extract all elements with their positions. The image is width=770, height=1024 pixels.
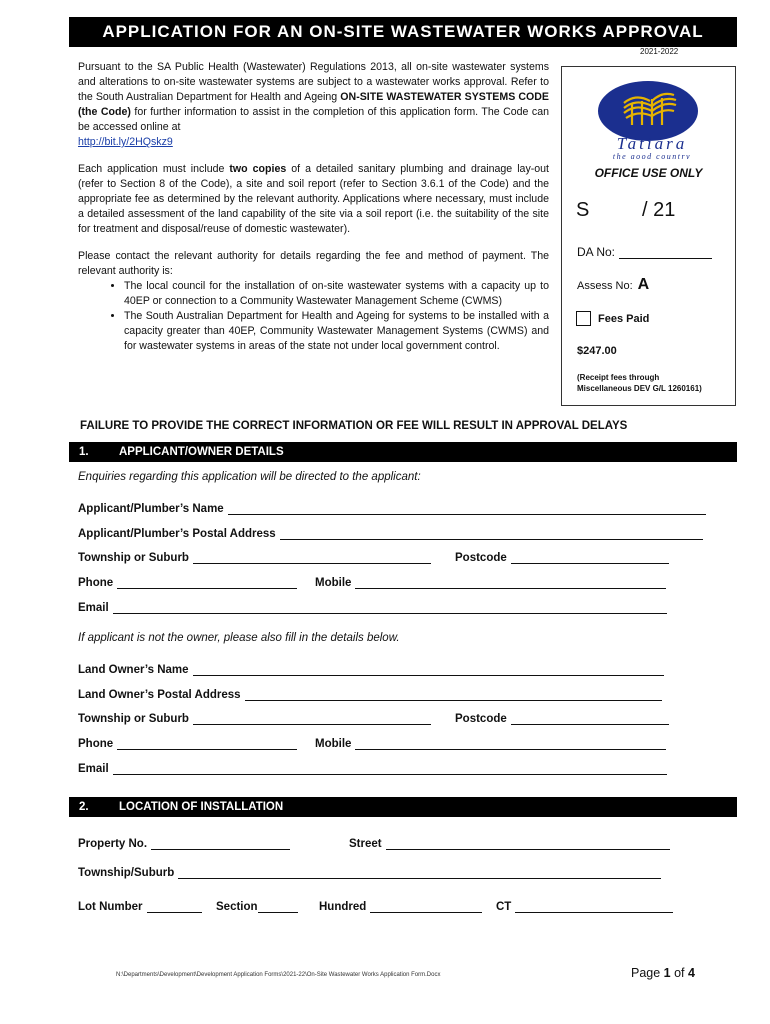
file-path: N:\Departments\Development\Development Application Forms\2021-22\On-Site Wastewater Works Application Form.Docx: [116, 972, 441, 978]
owner-phone-input[interactable]: [117, 735, 297, 750]
applicant-mobile-label: Mobile: [315, 577, 352, 589]
owner-postcode-row: [455, 710, 669, 725]
owner-phone-row: [78, 735, 297, 750]
receipt-note-line1: (Receipt fees through: [577, 373, 660, 382]
s-number-year: / 21: [642, 199, 676, 221]
intro-p3: Please contact the relevant authority for details regarding the fee and method of payment. The relevant authority is:: [78, 250, 549, 277]
property-number-label: Property No.: [78, 838, 148, 850]
location-township-input[interactable]: [178, 864, 661, 879]
section-row: [216, 898, 298, 913]
section2-header: [69, 797, 737, 817]
hundred-row: [319, 898, 482, 913]
owner-name-input[interactable]: [193, 661, 664, 676]
location-township-label: Township/Suburb: [78, 867, 175, 879]
applicant-postal-row: [78, 525, 703, 540]
section1-header: [69, 442, 737, 462]
da-label: DA No:: [577, 245, 616, 259]
logo-name: Tatiara: [616, 134, 688, 153]
applicant-phone-row: [78, 574, 297, 589]
authority-list: [78, 279, 549, 354]
applicant-name-input[interactable]: [228, 500, 706, 515]
applicant-note: Enquiries regarding this application will be directed to the applicant:: [78, 471, 421, 483]
applicant-township-label: Township or Suburb: [78, 552, 189, 564]
authority-item: • The South Australian Department for Health and Ageing for systems to be installed with a capacity greater than 40EP, Community Wastewater Management Systems (CWMS) and for wastewater systems in areas of the state not under local government control.: [124, 309, 549, 354]
fees-paid-label: Fees Paid: [598, 312, 650, 325]
owner-township-label: Township or Suburb: [78, 713, 189, 725]
lot-number-label: Lot Number: [78, 901, 143, 913]
form-year: 2021-2022: [640, 47, 679, 56]
applicant-township-row: [78, 549, 431, 564]
applicant-name-label: Applicant/Plumber’s Name: [78, 503, 224, 515]
da-input-line[interactable]: [619, 246, 712, 259]
fees-paid-checkbox[interactable]: [576, 311, 591, 326]
owner-mobile-row: [315, 735, 666, 750]
applicant-email-row: [78, 599, 667, 614]
page-of: of: [670, 966, 688, 980]
owner-name-label: Land Owner’s Name: [78, 664, 189, 676]
ct-input[interactable]: [515, 898, 673, 913]
applicant-postal-label: Applicant/Plumber’s Postal Address: [78, 528, 276, 540]
hundred-input[interactable]: [370, 898, 482, 913]
section-label: Section: [216, 901, 258, 913]
page-total: 4: [688, 966, 695, 980]
fees-paid-field: [576, 311, 649, 326]
owner-township-input[interactable]: [193, 710, 431, 725]
owner-note: If applicant is not the owner, please also fill in the details below.: [78, 632, 400, 644]
code-name: ON-SITE WASTEWATER SYSTEMS CODE (the Code): [78, 91, 549, 118]
assess-value: A: [637, 276, 650, 293]
applicant-phone-label: Phone: [78, 577, 114, 589]
owner-postal-input[interactable]: [245, 686, 662, 701]
logo-tagline: the good country: [612, 152, 692, 159]
applicant-township-input[interactable]: [193, 549, 431, 564]
s-number-label: S: [576, 199, 590, 221]
applicant-email-label: Email: [78, 602, 109, 614]
owner-postal-label: Land Owner’s Postal Address: [78, 689, 241, 701]
lot-number-row: [78, 898, 202, 913]
section1-title: APPLICANT/OWNER DETAILS: [119, 446, 284, 458]
property-number-row: [78, 835, 290, 850]
page-number: 1: [663, 966, 671, 980]
authority-item: • The local council for the installation of on-site wastewater systems with a capacity up to 40EP or connection to a Community Wastewater Management Scheme (CWMS): [124, 279, 549, 309]
intro-p1: Pursuant to the SA Public Health (Wastewater) Regulations 2013, all on-site wastewater systems and alterations to on-site wastewater systems are subject to a wastewater works approval. Refer to the South Australian Department for Health and Ageing: [78, 61, 549, 103]
intro-p2: Each application must include: [78, 163, 230, 175]
receipt-note-line2: Miscellaneous DEV G/L 1260161): [577, 384, 702, 393]
assess-label: Assess No:: [577, 280, 633, 292]
street-input[interactable]: [386, 835, 670, 850]
street-row: [349, 835, 670, 850]
page-prefix: Page: [631, 966, 664, 980]
section2-title: LOCATION OF INSTALLATION: [119, 801, 284, 813]
applicant-postcode-input[interactable]: [511, 549, 669, 564]
code-link[interactable]: http://bit.ly/2HQskz9: [78, 136, 173, 148]
hundred-label: Hundred: [319, 901, 367, 913]
owner-email-input[interactable]: [113, 760, 667, 775]
property-number-input[interactable]: [151, 835, 290, 850]
fee-amount: $247.00: [577, 345, 617, 357]
applicant-phone-input[interactable]: [117, 574, 297, 589]
owner-postal-row: [78, 686, 662, 701]
owner-email-label: Email: [78, 763, 109, 775]
office-use-title: OFFICE USE ONLY: [594, 166, 703, 180]
owner-township-row: [78, 710, 431, 725]
da-number-field: [577, 245, 712, 259]
form-title: APPLICATION FOR AN ON-SITE WASTEWATER WORKS APPROVAL: [102, 22, 704, 41]
street-label: Street: [349, 838, 382, 850]
intro-text: [78, 60, 549, 354]
location-township-row: [78, 864, 661, 879]
intro-p1-cont: for further information to assist in the completion of this application form. The Code can be accessed online at: [78, 106, 549, 133]
ct-label: CT: [496, 901, 512, 913]
section-input[interactable]: [258, 898, 298, 913]
applicant-postcode-row: [455, 549, 669, 564]
owner-phone-label: Phone: [78, 738, 114, 750]
receipt-note: [577, 372, 702, 394]
owner-mobile-input[interactable]: [355, 735, 666, 750]
two-copies: two copies: [229, 163, 287, 175]
tatiara-logo: [596, 81, 708, 159]
applicant-postal-input[interactable]: [280, 525, 703, 540]
owner-postcode-input[interactable]: [511, 710, 669, 725]
failure-warning: FAILURE TO PROVIDE THE CORRECT INFORMATION OR FEE WILL RESULT IN APPROVAL DELAYS: [80, 420, 628, 432]
owner-name-row: [78, 661, 664, 676]
form-title-bar: [69, 17, 737, 47]
intro-p2-cont: of a detailed sanitary plumbing and drainage lay-out (refer to Section 8 of the Code), a site and soil report (refer to Section 3.6.1 of the Code) and the appropriate fee as determined by the relevant authority. Applications where necessary, must include a detailed assessment of the land capability of the site via a soil report (i.e. the suitability of the site for treatment and disposal/reuse of domestic wastewater).: [78, 163, 550, 235]
lot-number-input[interactable]: [147, 898, 202, 913]
applicant-name-row: [78, 500, 706, 515]
owner-postcode-label: Postcode: [455, 713, 507, 725]
section2-number: 2.: [79, 801, 89, 813]
ct-row: [496, 898, 673, 913]
applicant-postcode-label: Postcode: [455, 552, 507, 564]
applicant-mobile-row: [315, 574, 666, 589]
owner-email-row: [78, 760, 667, 775]
section1-number: 1.: [79, 446, 89, 458]
assess-number-field: [577, 276, 649, 294]
page-indicator: [631, 966, 695, 980]
office-use-box: [561, 66, 736, 406]
applicant-email-input[interactable]: [113, 599, 667, 614]
owner-mobile-label: Mobile: [315, 738, 352, 750]
applicant-mobile-input[interactable]: [355, 574, 666, 589]
